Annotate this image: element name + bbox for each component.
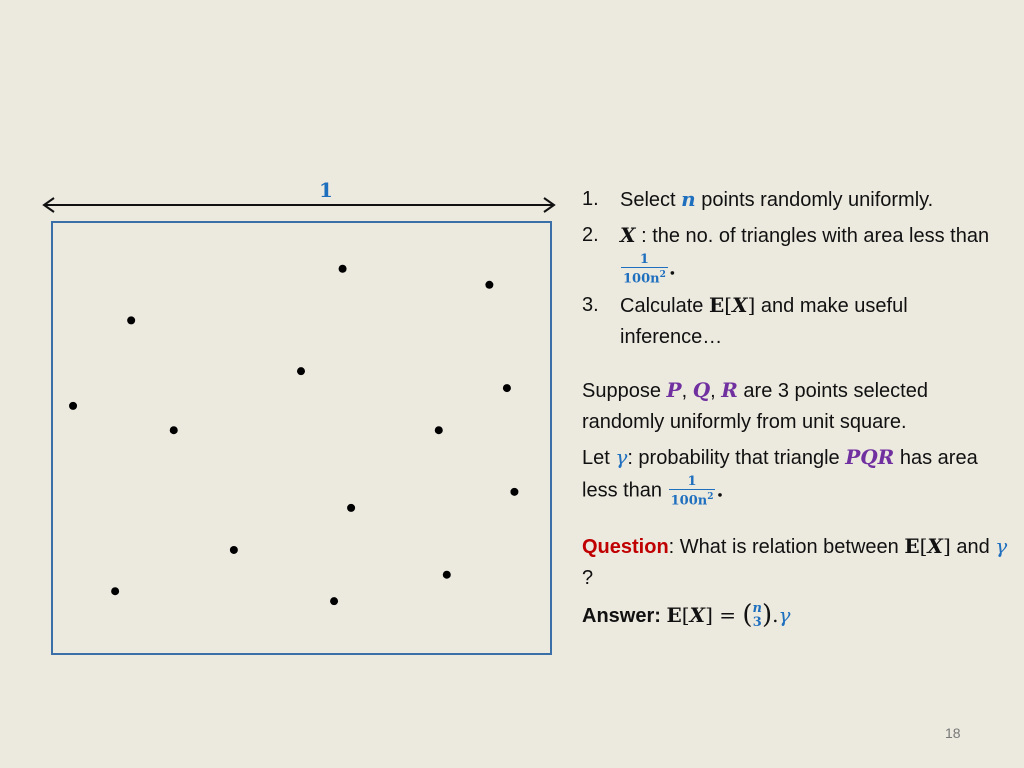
random-point-p4 [297, 367, 305, 375]
random-point-p6 [69, 402, 77, 410]
random-point-p2 [485, 281, 493, 289]
random-point-p12 [443, 571, 451, 579]
question-paragraph: Question: What is relation between E[X] and γ ? [582, 533, 1008, 589]
fraction-1-over-100n2: $\frac{1}{100n^2}$ [670, 474, 714, 509]
let-paragraph: Let γ: probability that triangle PQR has area less than $\frac{1}{100n^2}$ . [582, 445, 978, 509]
random-point-p11 [230, 546, 238, 554]
steps-list [582, 184, 1012, 353]
random-point-p10 [347, 504, 355, 512]
gamma-symbol: γ [778, 602, 791, 627]
answer-paragraph: Answer: E[X] = ( n 3 ).γ [582, 600, 791, 631]
random-point-p13 [111, 587, 119, 595]
random-point-p8 [435, 426, 443, 434]
var-x: X [620, 223, 636, 247]
answer-label: Answer: [582, 604, 667, 627]
expectation-operator: E [708, 293, 725, 318]
gamma-symbol: γ [615, 445, 628, 470]
width-label: 1 [319, 178, 333, 202]
var-n: n [681, 187, 696, 211]
step-2: 2. X : the no. of triangles with area less than $\frac{1}{100n^2}$ . [582, 223, 990, 287]
random-point-p14 [330, 597, 338, 605]
random-point-p3 [127, 316, 135, 324]
random-point-p9 [510, 488, 518, 496]
random-point-p7 [170, 426, 178, 434]
text-content [582, 184, 1012, 632]
page-number: 18 [945, 725, 961, 741]
step-3: 3. Calculate E[X] and make useful inference… [582, 293, 908, 349]
random-point-p5 [503, 384, 511, 392]
suppose-paragraph: Suppose P, Q, R are 3 points selected randomly uniformly from unit square. [582, 378, 928, 434]
random-point-p1 [339, 265, 347, 273]
binomial-coefficient: ( n 3 ) [742, 600, 773, 631]
question-label: Question [582, 535, 669, 558]
step-1: 1. Select n points randomly uniformly. [582, 187, 934, 211]
fraction-1-over-100n2: $\frac{1}{100n^2}$ [623, 252, 666, 287]
gamma-symbol: γ [995, 533, 1008, 558]
